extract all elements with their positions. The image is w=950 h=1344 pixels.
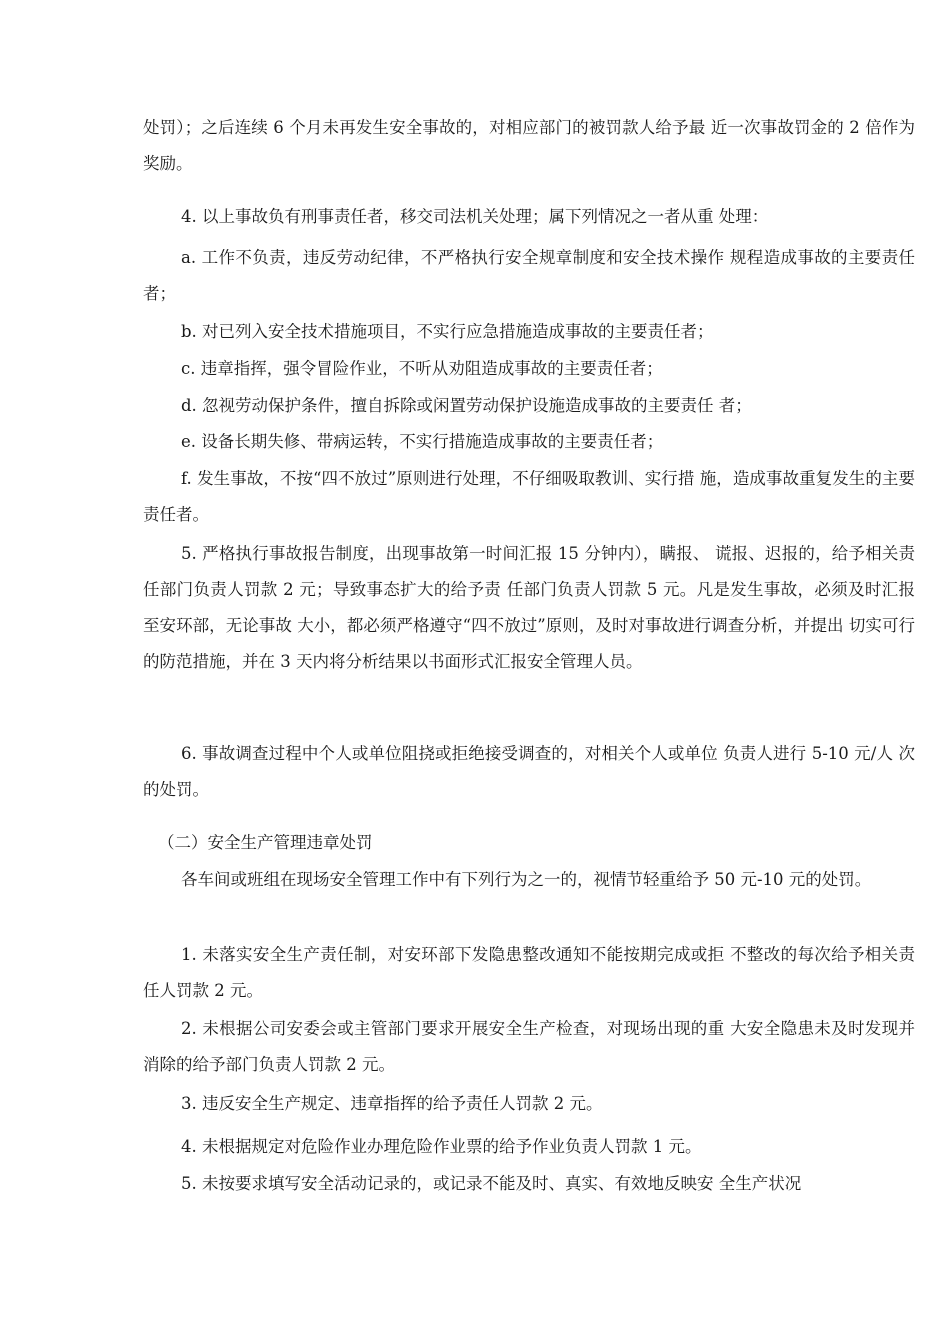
paragraph-item-b: b. 对已列入安全技术措施项目，不实行应急措施造成事故的主要责任者； xyxy=(181,322,714,341)
paragraph-item-4: 4. 以上事故负有刑事责任者，移交司法机关处理；属下列情况之一者从重 处理： xyxy=(181,207,769,226)
paragraph-section-intro: 各车间或班组在现场安全管理工作中有下列行为之一的，视情节轻重给予 50 元-10 元的处罚。 xyxy=(181,870,872,889)
section-heading-management-violation: （二）安全生产管理违章处罚 xyxy=(158,833,373,852)
paragraph-item-c: c. 违章指挥，强令冒险作业，不听从劝阻造成事故的主要责任者； xyxy=(181,359,663,378)
paragraph-rule-3: 3. 违反安全生产规定、违章指挥的给予责任人罚款 2 元。 xyxy=(181,1094,603,1113)
paragraph-rule-4: 4. 未根据规定对危险作业办理危险作业票的给予作业负责人罚款 1 元。 xyxy=(181,1137,702,1156)
paragraph-item-6: 6. 事故调查过程中个人或单位阻挠或拒绝接受调查的，对相关个人或单位 负责人进行 5-10 元/人 次的处罚。 xyxy=(143,744,915,799)
paragraph-item-d: d. 忽视劳动保护条件，擅自拆除或闲置劳动保护设施造成事故的主要责任 者； xyxy=(181,396,752,415)
paragraph-item-a: a. 工作不负责，违反劳动纪律，不严格执行安全规章制度和安全技术操作 规程造成事故的主要责任者； xyxy=(143,248,915,303)
paragraph-item-5: 5. 严格执行事故报告制度，出现事故第一时间汇报 15 分钟内），瞒报、 谎报、迟报的，给予相关责任部门负责人罚款 2 元；导致事态扩大的给予责 任部门负责人罚款 5 元。凡是发生事故，必须及时汇报至安环部，无论事故 大小，都必须严格遵守“四不放过”原则，及时对事故进行调查分析，并提出 切实可行的防范措施，并在 3 天内将分析结果以书面形式汇报安全管理人员。 xyxy=(143,544,915,671)
paragraph-reward-continuation: 处罚）；之后连续 6 个月未再发生安全事故的，对相应部门的被罚款人给予最 近一次事故罚金的 2 倍作为奖励。 xyxy=(143,118,915,173)
paragraph-rule-1: 1. 未落实安全生产责任制，对安环部下发隐患整改通知不能按期完成或拒 不整改的每次给予相关责任人罚款 2 元。 xyxy=(143,945,915,1000)
paragraph-item-f: f. 发生事故，不按“四不放过”原则进行处理，不仔细吸取教训、实行措 施，造成事故重复发生的主要责任者。 xyxy=(143,469,915,524)
paragraph-rule-5: 5. 未按要求填写安全活动记录的，或记录不能及时、真实、有效地反映安 全生产状况 xyxy=(181,1174,802,1193)
paragraph-item-e: e. 设备长期失修、带病运转，不实行措施造成事故的主要责任者； xyxy=(181,432,664,451)
paragraph-rule-2: 2. 未根据公司安委会或主管部门要求开展安全生产检查，对现场出现的重 大安全隐患未及时发现并消除的给予部门负责人罚款 2 元。 xyxy=(143,1019,915,1074)
